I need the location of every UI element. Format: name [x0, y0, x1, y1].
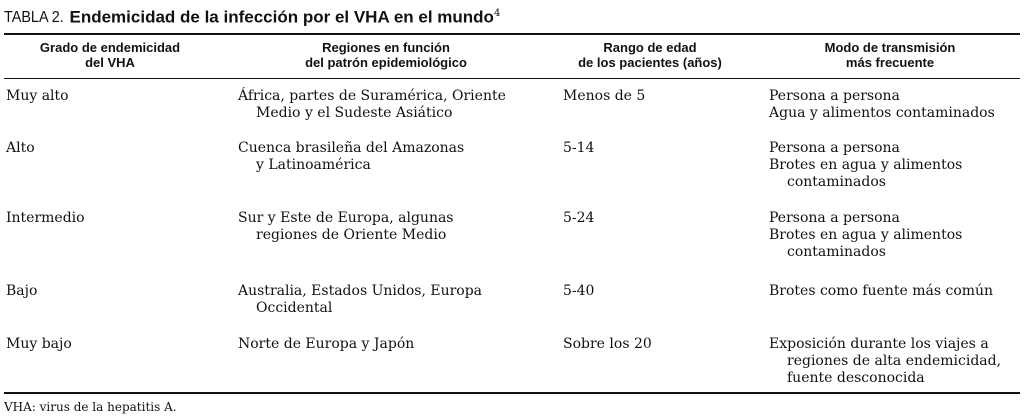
top-rule — [4, 33, 1020, 35]
cell-line: África, partes de Suramérica, Oriente — [238, 88, 506, 104]
cell-line: y Latinoamérica — [256, 157, 371, 173]
header-line: Grado de endemicidad — [39, 40, 181, 55]
row-5-grade: Muy bajo — [6, 336, 72, 352]
cell-line: fuente desconocida — [787, 370, 925, 386]
row-5-mode — [769, 336, 1001, 387]
row-5-age: Sobre los 20 — [563, 336, 652, 352]
header-line: Modo de transmisión — [824, 40, 956, 55]
table-footnote: VHA: virus de la hepatitis A. — [4, 400, 177, 414]
header-age — [553, 40, 747, 70]
cell-line: Occidental — [256, 300, 333, 316]
cell-line: Exposición durante los viajes a — [769, 336, 989, 352]
cell-line: Sur y Este de Europa, algunas — [238, 210, 454, 226]
cell-line: regiones de Oriente Medio — [256, 227, 447, 243]
row-3-regions — [238, 210, 454, 244]
row-1-grade: Muy alto — [6, 88, 69, 104]
row-3-mode — [769, 210, 962, 261]
row-4-regions — [238, 283, 482, 317]
row-4-age: 5-40 — [563, 283, 595, 299]
cell-line: Australia, Estados Unidos, Europa — [238, 283, 483, 299]
row-2-age: 5-14 — [563, 140, 595, 156]
cell-line: Medio y el Sudeste Asiático — [256, 105, 453, 121]
header-rule — [4, 78, 1020, 79]
cell-line: Persona a persona — [769, 210, 900, 226]
row-1-regions — [238, 88, 506, 122]
row-4-mode — [769, 283, 993, 300]
header-line: de los pacientes (años) — [578, 55, 722, 70]
row-1-mode — [769, 88, 995, 122]
header-regions — [236, 40, 536, 70]
cell-line: contaminados — [787, 174, 886, 190]
cell-line: Brotes en agua y alimentos — [769, 227, 963, 243]
row-1-age: Menos de 5 — [563, 88, 646, 104]
row-5-regions — [238, 336, 414, 353]
reference-superscript: 4 — [493, 8, 501, 19]
cell-line: Cuenca brasileña del Amazonas — [238, 140, 465, 156]
row-2-grade: Alto — [6, 140, 35, 156]
cell-line: contaminados — [787, 244, 886, 260]
row-3-grade: Intermedio — [6, 210, 85, 226]
header-line: Rango de edad — [603, 40, 697, 55]
header-line: más frecuente — [845, 55, 935, 70]
cell-line: regiones de alta endemicidad, — [787, 353, 1002, 369]
row-4-grade: Bajo — [6, 283, 38, 299]
cell-line: Norte de Europa y Japón — [238, 336, 415, 352]
header-line: del patrón epidemiológico — [305, 55, 467, 70]
cell-line: Agua y alimentos contaminados — [769, 105, 995, 121]
header-grade — [4, 40, 216, 70]
bottom-rule — [4, 392, 1020, 394]
header-line: Regiones en función — [322, 40, 450, 55]
table-label: TABLA 2. — [4, 9, 64, 27]
header-mode — [760, 40, 1020, 70]
row-2-regions — [238, 140, 464, 174]
cell-line: Brotes como fuente más común — [769, 283, 994, 299]
table-title: Endemicidad de la infección por el VHA en el mundo — [69, 7, 494, 27]
cell-line: Persona a persona — [769, 140, 900, 156]
cell-line: Persona a persona — [769, 88, 900, 104]
row-2-mode — [769, 140, 962, 191]
header-line: del VHA — [85, 55, 135, 70]
table-caption — [4, 4, 500, 28]
cell-line: Brotes en agua y alimentos — [769, 157, 963, 173]
row-3-age: 5-24 — [563, 210, 595, 226]
